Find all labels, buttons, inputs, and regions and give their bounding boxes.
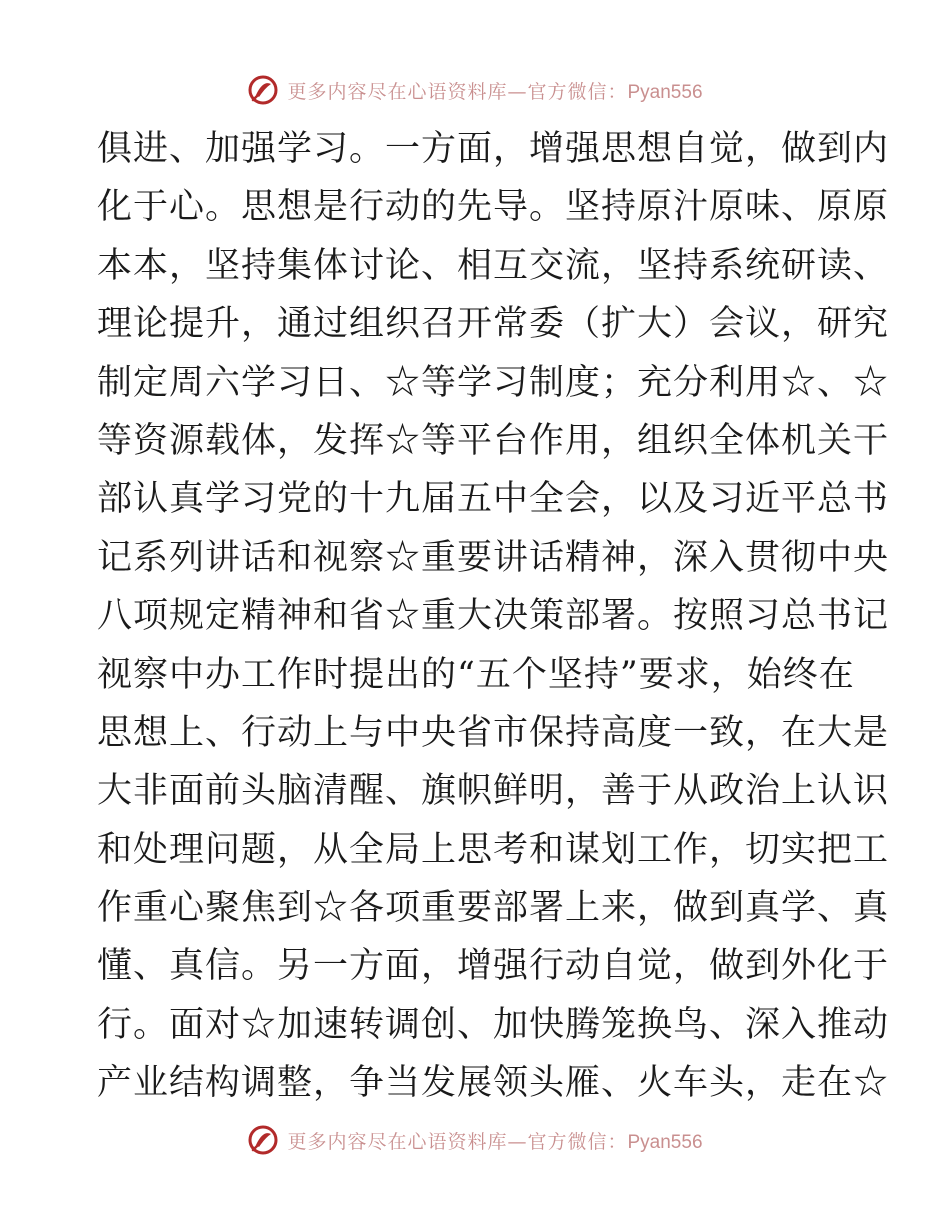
header-wechat-id: Pyan556 [627,81,703,103]
document-body [97,120,890,1113]
body-line: 俱进、加强学习。一方面，增强思想自觉，做到内 [97,129,890,169]
footer-watermark [0,1120,950,1160]
body-line: 记系列讲话和视察☆重要讲话精神，深入贯彻中央 [97,537,890,578]
header-watermark [0,70,950,110]
brand-logo-icon [247,1124,279,1156]
body-line: 懂、真信。另一方面，增强行动自觉，做到外化于 [97,946,890,987]
body-line: 和处理问题，从全局上思考和谋划工作，切实把工 [97,829,890,870]
body-line: 产业结构调整，争当发展领头雁、火车头，走在☆ [97,1063,890,1104]
footer-wechat-id: Pyan556 [627,1131,703,1153]
body-line: 作重心聚焦到☆各项重要部署上来，做到真学、真 [97,888,890,929]
header-watermark-text: 更多内容尽在心语资料库—官方微信： [287,80,628,103]
body-line: 视察中办工作时提出的“五个坚持”要求，始终在 [97,654,855,695]
body-line: 行。面对☆加速转调创、加快腾笼换鸟、深入推动 [97,1004,890,1045]
body-line: 本本，坚持集体讨论、相互交流，坚持系统研读、 [97,245,890,286]
body-line: 八项规定精神和省☆重大决策部署。按照习总书记 [97,596,890,637]
body-line: 大非面前头脑清醒、旗帜鲜明，善于从政治上认识 [97,771,890,812]
body-line: 部认真学习党的十九届五中全会，以及习近平总书 [97,479,890,520]
body-line: 理论提升，通过组织召开常委（扩大）会议，研究 [97,304,890,345]
body-line: 化于心。思想是行动的先导。坚持原汁原味、原原 [97,187,890,228]
body-line: 思想上、行动上与中央省市保持高度一致，在大是 [97,712,890,753]
brand-logo-icon [247,74,279,106]
footer-watermark-text: 更多内容尽在心语资料库—官方微信： [287,1130,628,1153]
body-line: 等资源载体，发挥☆等平台作用，组织全体机关干 [97,420,890,461]
body-line: 制定周六学习日、☆等学习制度；充分利用☆、☆ [97,362,890,403]
